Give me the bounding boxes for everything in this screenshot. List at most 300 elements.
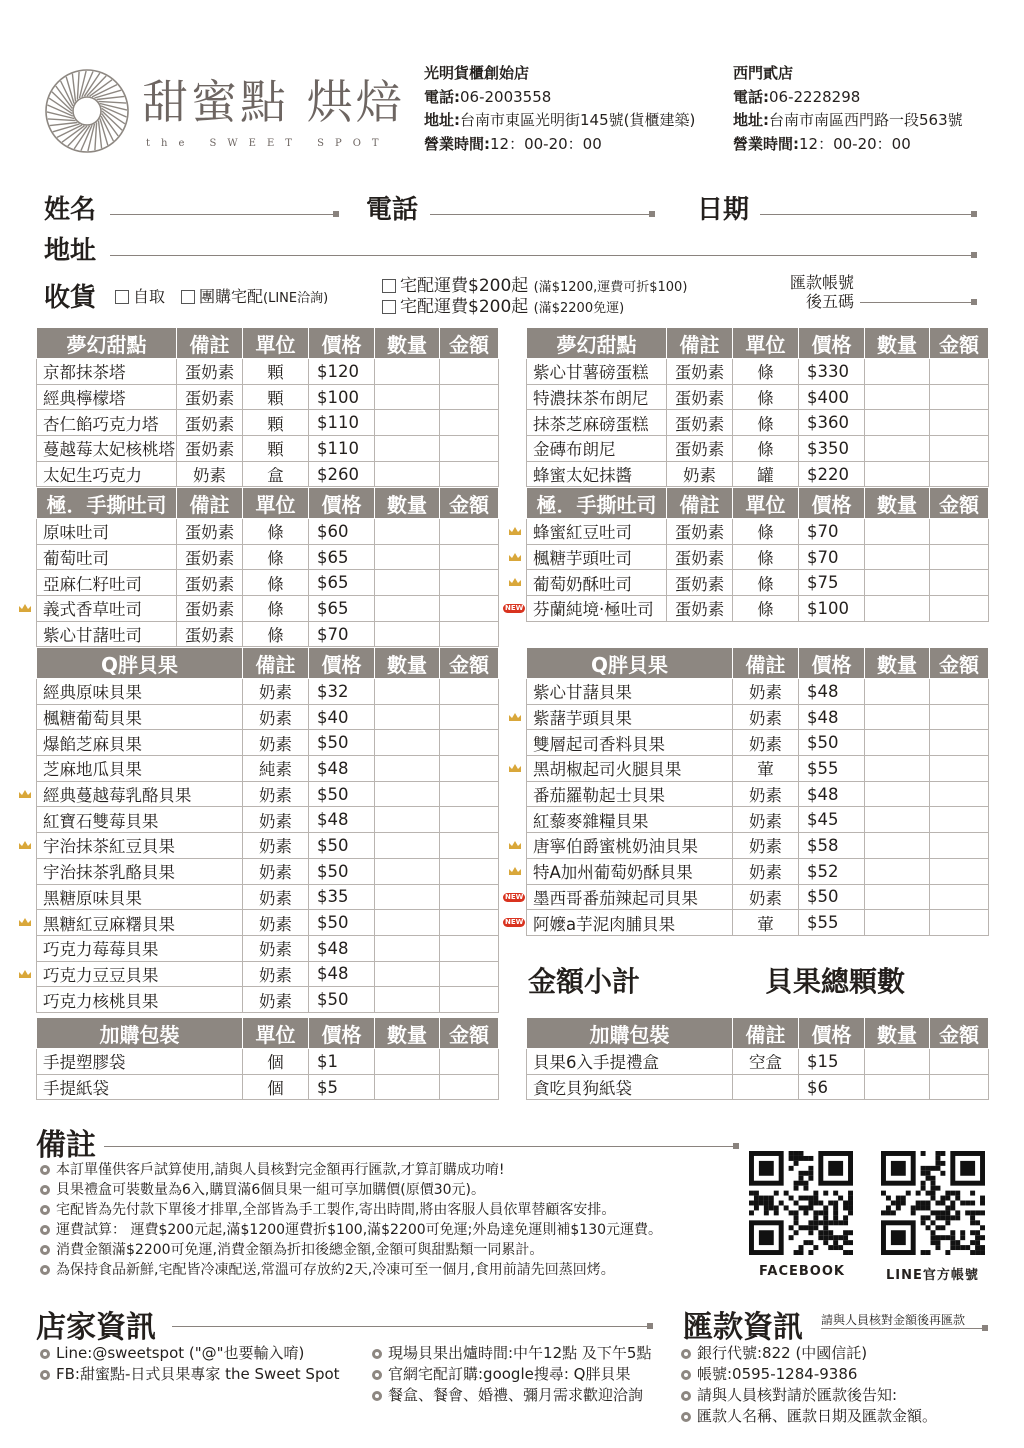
item-price: $70	[799, 544, 865, 570]
column-header: 金額	[440, 648, 499, 679]
item-unit: 顆	[243, 359, 309, 385]
quantity-cell[interactable]	[865, 833, 930, 859]
menu-table	[505, 487, 989, 622]
quantity-cell[interactable]	[865, 570, 930, 596]
item-name: 貝果6入手提禮盒	[527, 1049, 733, 1075]
item-name: 爆餡芝麻貝果	[37, 730, 243, 756]
item-name: 黑糖紅豆麻糬貝果	[37, 910, 243, 936]
item-note: 葷	[733, 756, 799, 782]
menu-item-row	[37, 544, 499, 570]
quantity-cell[interactable]	[865, 1074, 930, 1100]
quantity-cell[interactable]	[865, 461, 930, 487]
quantity-cell[interactable]	[375, 781, 440, 807]
facebook-qr-code	[749, 1151, 853, 1255]
quantity-cell[interactable]	[375, 730, 440, 756]
column-header: 數量	[865, 328, 930, 359]
item-unit: 條	[733, 570, 799, 596]
menu-item-row	[527, 544, 989, 570]
phone-label: 電話:	[733, 87, 769, 106]
quantity-cell[interactable]	[865, 756, 930, 782]
menu-item-row	[37, 519, 499, 545]
quantity-cell[interactable]	[375, 704, 440, 730]
quantity-cell[interactable]	[375, 807, 440, 833]
item-name: 宇治抹茶乳酪貝果	[37, 858, 243, 884]
item-unit: 條	[243, 544, 309, 570]
store-address: 台南市東區光明街145號(貨櫃建築)	[460, 111, 696, 129]
menu-item-row	[37, 781, 499, 807]
menu-item-row	[527, 1074, 989, 1100]
delivery-2-checkbox[interactable]	[382, 300, 396, 314]
amount-cell[interactable]	[930, 1049, 989, 1075]
column-header: 價格	[309, 328, 375, 359]
quantity-cell[interactable]	[865, 858, 930, 884]
facebook-qr-label: FACEBOOK	[759, 1264, 845, 1279]
amount-cell[interactable]	[930, 910, 989, 936]
item-name: 紫心甘薯磅蛋糕	[527, 359, 667, 385]
column-header: 金額	[440, 488, 499, 519]
address-field[interactable]	[110, 255, 974, 256]
store-phone: 06-2228298	[769, 87, 861, 106]
column-header: 數量	[865, 648, 930, 679]
amount-cell[interactable]	[440, 621, 499, 647]
quantity-cell[interactable]	[375, 679, 440, 705]
amount-cell[interactable]	[440, 461, 499, 487]
quantity-cell[interactable]	[865, 519, 930, 545]
menu-item-row	[527, 679, 989, 705]
item-note: 奶素	[733, 730, 799, 756]
item-price: $50	[309, 730, 375, 756]
column-header: 數量	[865, 1018, 930, 1049]
line-qr-code	[881, 1151, 985, 1255]
amount-cell[interactable]	[440, 679, 499, 705]
item-note: 空盒	[733, 1049, 799, 1075]
quantity-cell[interactable]	[375, 1074, 440, 1100]
column-header: 價格	[799, 488, 865, 519]
delivery-1-checkbox[interactable]	[382, 279, 396, 293]
amount-cell[interactable]	[440, 704, 499, 730]
quantity-cell[interactable]	[375, 384, 440, 410]
item-note: 個	[243, 1074, 309, 1100]
item-unit: 條	[733, 410, 799, 436]
item-unit: 條	[733, 519, 799, 545]
group-delivery-checkbox[interactable]	[181, 290, 195, 304]
quantity-cell[interactable]	[375, 858, 440, 884]
amount-cell[interactable]	[440, 410, 499, 436]
item-note: 奶素	[243, 884, 309, 910]
amount-cell[interactable]	[440, 596, 499, 622]
column-header: 單位	[733, 328, 799, 359]
crown-icon	[508, 526, 522, 536]
column-header: 金額	[440, 328, 499, 359]
item-price: $52	[799, 858, 865, 884]
column-header: 數量	[375, 328, 440, 359]
amount-cell[interactable]	[440, 359, 499, 385]
item-name: 黑胡椒起司火腿貝果	[527, 756, 733, 782]
menu-item-row	[527, 596, 989, 622]
item-unit: 條	[243, 519, 309, 545]
store-name: 光明貨櫃創始店	[424, 64, 530, 82]
amount-cell[interactable]	[440, 807, 499, 833]
item-name: 黑糖原味貝果	[37, 884, 243, 910]
quantity-cell[interactable]	[865, 910, 930, 936]
item-name: 手提塑膠袋	[37, 1049, 243, 1075]
amount-cell[interactable]	[440, 884, 499, 910]
quantity-cell[interactable]	[865, 1049, 930, 1075]
quantity-cell[interactable]	[375, 461, 440, 487]
item-price: $5	[309, 1074, 375, 1100]
quantity-cell[interactable]	[375, 410, 440, 436]
amount-cell[interactable]	[440, 519, 499, 545]
item-note: 蛋奶素	[177, 596, 243, 622]
item-unit: 條	[733, 359, 799, 385]
menu-item-row	[527, 519, 989, 545]
menu-item-row	[527, 833, 989, 859]
amount-cell[interactable]	[440, 858, 499, 884]
item-note: 奶素	[243, 807, 309, 833]
item-unit: 條	[243, 621, 309, 647]
menu-item-row	[37, 987, 499, 1013]
item-note: 葷	[733, 910, 799, 936]
crown-icon	[508, 712, 522, 722]
item-name: 抹茶芝麻磅蛋糕	[527, 410, 667, 436]
remit-info-subtitle: 請與人員核對金額後再匯款	[821, 1313, 966, 1327]
menu-table	[36, 487, 499, 647]
quantity-cell[interactable]	[865, 359, 930, 385]
column-header: 金額	[440, 1018, 499, 1049]
item-price: $45	[799, 807, 865, 833]
item-unit: 條	[733, 596, 799, 622]
column-header: 加購包裝	[527, 1018, 733, 1049]
amount-cell[interactable]	[440, 961, 499, 987]
store-hours: 12：00-20：00	[799, 134, 911, 153]
menu-item-row	[527, 704, 989, 730]
column-header: 金額	[930, 648, 989, 679]
quantity-cell[interactable]	[375, 544, 440, 570]
menu-item-row	[527, 781, 989, 807]
amount-cell[interactable]	[440, 436, 499, 462]
delivery-option-2[interactable]	[382, 292, 624, 317]
column-header: 單位	[733, 488, 799, 519]
note-item: 貝果禮盒可裝數量為6入,購買滿6個貝果一組可享加購價(原價30元)。	[40, 1180, 662, 1200]
item-price: $330	[799, 359, 865, 385]
address-label: 地址:	[424, 111, 460, 129]
item-note: 個	[243, 1049, 309, 1075]
item-price: $35	[309, 884, 375, 910]
amount-cell[interactable]	[440, 833, 499, 859]
item-name: 經典檸檬塔	[37, 384, 177, 410]
fb-page: FB:甜蜜點-日式貝果專家 the Sweet Spot	[56, 1365, 340, 1383]
amount-cell[interactable]	[930, 833, 989, 859]
delivery-1-label: 宅配運費$200起	[400, 276, 529, 296]
item-price: $48	[799, 679, 865, 705]
menu-item-row	[37, 730, 499, 756]
quantity-cell[interactable]	[865, 781, 930, 807]
item-price: $120	[309, 359, 375, 385]
pickup-option[interactable]	[115, 284, 165, 307]
column-header: 價格	[309, 1018, 375, 1049]
column-header: 加購包裝	[37, 1018, 243, 1049]
item-note: 純素	[243, 756, 309, 782]
item-price: $48	[799, 704, 865, 730]
amount-cell[interactable]	[440, 987, 499, 1013]
amount-cell[interactable]	[440, 1074, 499, 1100]
quantity-cell[interactable]	[375, 570, 440, 596]
item-price: $58	[799, 833, 865, 859]
item-note: 奶素	[733, 884, 799, 910]
item-price: $50	[309, 833, 375, 859]
item-name: 原味吐司	[37, 519, 177, 545]
quantity-cell[interactable]	[375, 833, 440, 859]
amount-cell[interactable]	[930, 781, 989, 807]
amount-cell[interactable]	[440, 756, 499, 782]
item-price: $55	[799, 756, 865, 782]
crown-icon	[18, 789, 32, 799]
amount-cell[interactable]	[930, 570, 989, 596]
crown-icon	[18, 603, 32, 613]
brand-name: 甜蜜點 烘焙	[142, 75, 405, 129]
amount-cell[interactable]	[930, 359, 989, 385]
column-header: 金額	[930, 1018, 989, 1049]
item-note: 蛋奶素	[177, 519, 243, 545]
item-unit: 罐	[733, 461, 799, 487]
item-price: $65	[309, 570, 375, 596]
menu-item-row	[527, 384, 989, 410]
new-badge-icon: NEW	[505, 918, 524, 927]
quantity-cell[interactable]	[865, 679, 930, 705]
note-item: 運費試算： 運費$200元起,滿$1200運費折$100,滿$2200可免運;外島達免運則補$130元運費。	[40, 1220, 662, 1240]
item-price: $32	[309, 679, 375, 705]
menu-item-row	[37, 621, 499, 647]
item-note: 奶素	[733, 807, 799, 833]
item-name: 雙層起司香料貝果	[527, 730, 733, 756]
item-note: 蛋奶素	[667, 596, 733, 622]
column-header: 價格	[799, 328, 865, 359]
item-price: $48	[309, 961, 375, 987]
column-header: 備註	[667, 488, 733, 519]
amount-cell[interactable]	[930, 884, 989, 910]
quantity-cell[interactable]	[375, 519, 440, 545]
quantity-cell[interactable]	[375, 987, 440, 1013]
store-hours: 12：00-20：00	[490, 134, 602, 153]
item-price: $400	[799, 384, 865, 410]
item-price: $70	[799, 519, 865, 545]
column-header: 備註	[177, 328, 243, 359]
date-field[interactable]	[760, 214, 974, 215]
quantity-cell[interactable]	[375, 359, 440, 385]
menu-table	[36, 1017, 499, 1100]
amount-cell[interactable]	[930, 436, 989, 462]
menu-item-row	[527, 730, 989, 756]
amount-cell[interactable]	[930, 704, 989, 730]
column-header: 備註	[667, 328, 733, 359]
item-name: 特A加州葡萄奶酥貝果	[527, 858, 733, 884]
item-unit: 條	[733, 384, 799, 410]
phone-label: 電話:	[424, 87, 460, 106]
amount-cell[interactable]	[930, 544, 989, 570]
amount-cell[interactable]	[930, 519, 989, 545]
menu-item-row	[37, 596, 499, 622]
item-price: $60	[309, 519, 375, 545]
item-note: 蛋奶素	[667, 410, 733, 436]
amount-cell[interactable]	[440, 544, 499, 570]
line-id: Line:@sweetspot ("@"也要輸入唷)	[56, 1344, 305, 1362]
item-name: 金磚布朗尼	[527, 436, 667, 462]
pickup-label: 自取	[133, 287, 166, 306]
menu-item-row	[527, 1049, 989, 1075]
item-name: 番茄羅勒起士貝果	[527, 781, 733, 807]
column-header: 備註	[177, 488, 243, 519]
item-unit: 條	[733, 436, 799, 462]
store-name: 西門貳店	[733, 64, 794, 82]
quantity-cell[interactable]	[865, 384, 930, 410]
column-header: 夢幻甜點	[527, 328, 667, 359]
account-label	[782, 273, 854, 311]
remit-info-divider	[821, 1328, 985, 1329]
store-phone: 06-2003558	[460, 87, 552, 106]
date-label: 日期	[697, 195, 750, 225]
quantity-cell[interactable]	[375, 884, 440, 910]
item-name: 經典蔓越莓乳酪貝果	[37, 781, 243, 807]
amount-cell[interactable]	[930, 730, 989, 756]
remit-info-list	[681, 1343, 937, 1427]
column-header: 價格	[309, 488, 375, 519]
amount-cell[interactable]	[930, 384, 989, 410]
store-1-info	[424, 62, 695, 156]
amount-cell[interactable]	[930, 858, 989, 884]
amount-cell[interactable]	[440, 570, 499, 596]
amount-cell[interactable]	[930, 1074, 989, 1100]
column-header: 金額	[930, 328, 989, 359]
account-label-line2: 後五碼	[805, 292, 854, 311]
item-note: 蛋奶素	[177, 359, 243, 385]
menu-item-row	[527, 884, 989, 910]
item-name: 巧克力豆豆貝果	[37, 961, 243, 987]
quantity-cell[interactable]	[865, 730, 930, 756]
amount-cell[interactable]	[440, 781, 499, 807]
delivery-1-note: (滿$1200,運費可折$100)	[533, 280, 688, 295]
quantity-cell[interactable]	[865, 410, 930, 436]
item-note: 蛋奶素	[667, 359, 733, 385]
menu-item-row	[37, 570, 499, 596]
item-unit: 條	[243, 596, 309, 622]
amount-cell[interactable]	[930, 461, 989, 487]
quantity-cell[interactable]	[375, 596, 440, 622]
account-last5-field[interactable]	[860, 302, 974, 303]
menu-item-row	[37, 833, 499, 859]
column-header: 單位	[243, 488, 309, 519]
phone-field[interactable]	[430, 214, 652, 215]
item-price: $40	[309, 704, 375, 730]
item-note: 奶素	[243, 833, 309, 859]
amount-cell[interactable]	[930, 410, 989, 436]
item-name: 義式香草吐司	[37, 596, 177, 622]
menu-item-row	[527, 461, 989, 487]
amount-cell[interactable]	[440, 935, 499, 961]
hours-label: 營業時間:	[424, 134, 490, 153]
quantity-cell[interactable]	[865, 596, 930, 622]
amount-cell[interactable]	[440, 730, 499, 756]
subtotal-label: 金額小計	[528, 965, 641, 998]
item-price: $48	[309, 807, 375, 833]
crown-icon	[18, 969, 32, 979]
menu-item-row	[527, 756, 989, 782]
group-delivery-option[interactable]	[181, 284, 328, 307]
item-name: 杏仁餡巧克力塔	[37, 410, 177, 436]
bank-code: 銀行代號:822 (中國信託)	[697, 1344, 868, 1362]
item-name: 葡萄奶酥吐司	[527, 570, 667, 596]
item-name: 楓糖芋頭吐司	[527, 544, 667, 570]
hours-label: 營業時間:	[733, 134, 799, 153]
item-note: 蛋奶素	[667, 384, 733, 410]
quantity-cell[interactable]	[375, 436, 440, 462]
amount-cell[interactable]	[930, 596, 989, 622]
item-note: 蛋奶素	[177, 384, 243, 410]
quantity-cell[interactable]	[865, 884, 930, 910]
item-name: 太妃生巧克力	[37, 461, 177, 487]
item-note: 奶素	[243, 961, 309, 987]
pickup-checkbox[interactable]	[115, 290, 129, 304]
remit-details: 匯款人名稱、匯款日期及匯款金額。	[697, 1407, 938, 1425]
bake-time: 現場貝果出爐時間:中午12點 及下午5點	[388, 1344, 652, 1362]
item-note: 奶素	[177, 461, 243, 487]
brand-logo-icon	[44, 68, 130, 154]
menu-item-row	[37, 807, 499, 833]
quantity-cell[interactable]	[865, 544, 930, 570]
quantity-cell[interactable]	[865, 704, 930, 730]
column-header: 單位	[243, 1018, 309, 1049]
bagel-count-label: 貝果總顆數	[765, 965, 906, 998]
amount-cell[interactable]	[440, 384, 499, 410]
amount-cell[interactable]	[930, 807, 989, 833]
shop-info-col2	[372, 1343, 651, 1406]
item-price: $6	[799, 1074, 865, 1100]
amount-cell[interactable]	[930, 756, 989, 782]
quantity-cell[interactable]	[865, 807, 930, 833]
amount-cell[interactable]	[930, 679, 989, 705]
quantity-cell[interactable]	[375, 935, 440, 961]
store-address: 台南市南區西門路一段563號	[769, 111, 963, 129]
item-note: 蛋奶素	[177, 621, 243, 647]
item-price: $48	[799, 781, 865, 807]
delivery-2-note: (滿$2200免運)	[533, 301, 625, 316]
quantity-cell[interactable]	[375, 961, 440, 987]
item-note: 奶素	[243, 781, 309, 807]
menu-table	[526, 1017, 989, 1100]
name-field[interactable]	[110, 214, 336, 215]
item-name: 楓糖葡萄貝果	[37, 704, 243, 730]
item-name: 宇治抹茶紅豆貝果	[37, 833, 243, 859]
store-2-info	[733, 62, 963, 156]
quantity-cell[interactable]	[865, 436, 930, 462]
shop-info-title: 店家資訊	[36, 1310, 156, 1345]
quantity-cell[interactable]	[375, 756, 440, 782]
item-note: 蛋奶素	[667, 436, 733, 462]
menu-item-row	[37, 1074, 499, 1100]
menu-item-row	[37, 756, 499, 782]
menu-item-row	[527, 807, 989, 833]
quantity-cell[interactable]	[375, 621, 440, 647]
item-price: $100	[799, 596, 865, 622]
item-unit: 顆	[243, 436, 309, 462]
item-unit: 盒	[243, 461, 309, 487]
amount-cell[interactable]	[440, 1049, 499, 1075]
item-price: $360	[799, 410, 865, 436]
quantity-cell[interactable]	[375, 1049, 440, 1075]
menu-table	[526, 327, 989, 487]
item-name: 經典原味貝果	[37, 679, 243, 705]
quantity-cell[interactable]	[375, 910, 440, 936]
amount-cell[interactable]	[440, 910, 499, 936]
